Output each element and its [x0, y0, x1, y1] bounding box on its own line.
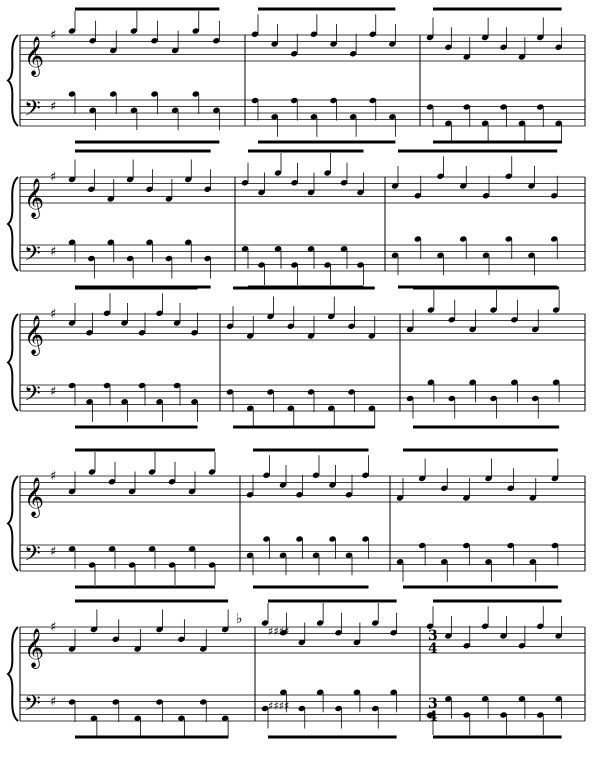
bass-staff	[20, 245, 585, 271]
time-signature-numerator: 3	[428, 628, 438, 644]
key-signature-sharp: ♯	[50, 468, 57, 484]
system-4	[8, 450, 585, 587]
key-signature-sharp: ♯	[50, 544, 57, 560]
bass-clef: 𝄢	[24, 691, 41, 722]
time-signature-denominator: 4	[428, 641, 438, 657]
treble-clef: 𝄞	[24, 36, 45, 76]
system-3	[8, 288, 585, 428]
treble-staff	[20, 314, 585, 340]
flat-accidental: ♭	[236, 611, 243, 627]
treble-staff	[20, 177, 585, 203]
bass-clef: 𝄢	[24, 541, 41, 572]
key-signature-sharp: ♯	[50, 306, 57, 322]
key-signature-sharp: ♯	[50, 99, 57, 115]
key-signature-sharp: ♯	[50, 244, 57, 260]
bass-clef: 𝄢	[24, 381, 41, 412]
bass-staff	[20, 100, 585, 126]
time-signature-numerator: 3	[428, 696, 438, 712]
bass-staff	[20, 385, 585, 411]
treble-clef: 𝄞	[24, 178, 45, 218]
brace	[8, 627, 18, 721]
treble-clef: 𝄞	[24, 315, 45, 355]
key-signature-sharp: ♯	[50, 619, 57, 635]
key-signature-sharp: ♯	[50, 694, 57, 710]
bass-clef: 𝄢	[24, 241, 41, 272]
system-5	[8, 601, 585, 738]
time-signature-denominator: 4	[428, 709, 438, 725]
brace	[8, 476, 18, 571]
bass-clef: 𝄢	[24, 96, 41, 127]
key-signature-sharp: ♯	[50, 27, 57, 43]
brace	[8, 314, 18, 411]
key-change-four-sharps: ♯♯♯♯	[268, 699, 290, 713]
treble-clef: 𝄞	[24, 477, 45, 517]
key-signature-sharp: ♯	[50, 169, 57, 185]
brace	[8, 177, 18, 271]
brace	[8, 35, 18, 126]
system-1	[8, 9, 585, 143]
treble-clef: 𝄞	[24, 628, 45, 668]
key-change-four-sharps: ♯♯♯♯	[268, 624, 290, 638]
key-signature-sharp: ♯	[50, 384, 57, 400]
system-2	[8, 151, 585, 287]
